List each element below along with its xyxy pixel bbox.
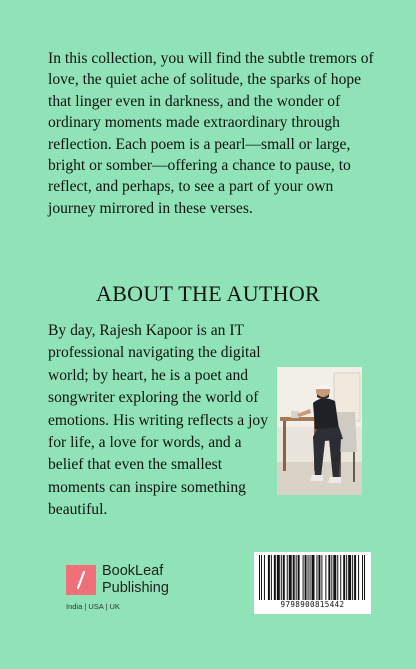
- isbn-barcode: [254, 552, 371, 614]
- barcode-bar: [308, 555, 309, 600]
- barcode-bar: [298, 555, 300, 600]
- barcode-bar: [259, 555, 260, 600]
- barcode-bar: [337, 555, 338, 600]
- barcode-bar: [293, 555, 295, 600]
- barcode-bar: [316, 555, 317, 600]
- barcode-bar: [274, 555, 276, 600]
- barcode-bars: [259, 555, 366, 600]
- barcode-bar: [348, 555, 351, 600]
- barcode-bar: [281, 555, 282, 600]
- barcode-bar: [362, 555, 363, 600]
- barcode-bar: [328, 555, 330, 600]
- barcode-bar: [303, 555, 304, 600]
- barcode-bar: [343, 555, 345, 600]
- publisher-logo: [66, 565, 96, 595]
- barcode-bar: [321, 555, 322, 600]
- about-author-heading: ABOUT THE AUTHOR: [96, 281, 320, 306]
- barcode-bar: [268, 555, 270, 600]
- barcode-bar: [325, 555, 326, 600]
- barcode-bar: [312, 555, 315, 600]
- barcode-bar: [358, 555, 359, 600]
- barcode-bar: [264, 555, 265, 600]
- barcode-bar: [310, 555, 311, 600]
- barcode-bar: [333, 555, 336, 600]
- barcode-bar: [340, 555, 341, 600]
- publisher-name-line1: BookLeaf: [102, 563, 164, 579]
- barcode-bar: [287, 555, 288, 600]
- barcode-bar: [318, 555, 320, 600]
- barcode-bar: [364, 555, 365, 600]
- barcode-bar: [296, 555, 297, 600]
- barcode-bar: [277, 555, 280, 600]
- barcode-bar: [331, 555, 332, 600]
- barcode-bar: [354, 555, 356, 600]
- author-bio: By day, Rajesh Kapoor is an IT professional navigating the digital world; by heart, he is a poet and songwriter exploring the world of emotions. His writing reflects a joy for life, a love for words, and a belief that even the smallest moments can inspire something beautiful.: [48, 322, 269, 519]
- barcode-bar: [305, 555, 307, 600]
- barcode-bar: [261, 555, 262, 600]
- author-photo: [277, 367, 362, 495]
- barcode-bar: [352, 555, 353, 600]
- barcode-bar: [283, 555, 285, 600]
- intro-paragraph: In this collection, you will find the subtle tremors of love, the quiet ache of solitude, the sparks of hope that linger even in darkness, and the wonder of ordinary moments made extraordinary through reflection. Each poem is a pearl—small or large, bright or somber—offering a chance to pause, to reflect, and perhaps, to see a part of your own journey mirrored in these verses.: [48, 50, 374, 217]
- publisher-regions: India | USA | UK: [66, 602, 120, 611]
- barcode-bar: [289, 555, 292, 600]
- publisher-name: [102, 563, 169, 597]
- barcode-bar: [271, 555, 272, 600]
- publisher-block: [66, 565, 206, 625]
- barcode-bar: [346, 555, 347, 600]
- isbn-number: 9798900815442: [280, 600, 345, 609]
- publisher-name-line2: Publishing: [102, 580, 169, 596]
